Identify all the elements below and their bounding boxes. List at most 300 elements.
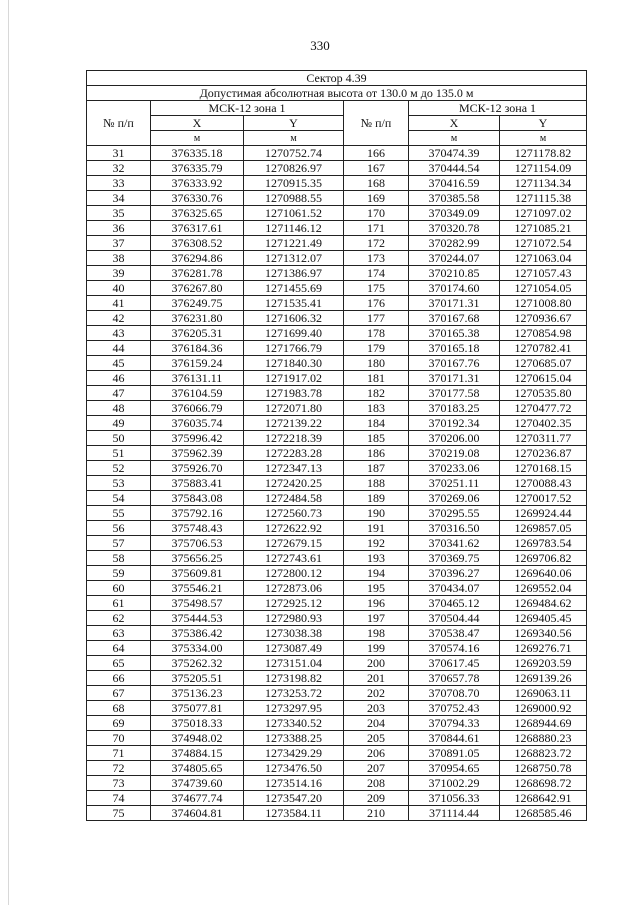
y-left: 1271146.12 — [244, 221, 344, 236]
y-left: 1273151.04 — [244, 656, 344, 671]
point-num-right: 201 — [344, 671, 409, 686]
point-num-left: 73 — [87, 776, 151, 791]
y-right: 1269640.06 — [500, 566, 587, 581]
table-row — [87, 686, 587, 701]
x-right: 370444.54 — [409, 161, 500, 176]
y-left: 1271840.30 — [244, 356, 344, 371]
x-left: 375136.23 — [151, 686, 244, 701]
x-right: 370167.68 — [409, 311, 500, 326]
y-left: 1271535.41 — [244, 296, 344, 311]
x-header-left: X — [151, 116, 244, 131]
table-row — [87, 221, 587, 236]
table-row — [87, 146, 587, 161]
y-right: 1270782.41 — [500, 341, 587, 356]
x-right: 370295.55 — [409, 506, 500, 521]
y-left: 1273388.25 — [244, 731, 344, 746]
x-left: 376325.65 — [151, 206, 244, 221]
unit-y-right: м — [500, 131, 587, 146]
point-num-left: 74 — [87, 791, 151, 806]
y-right: 1269405.45 — [500, 611, 587, 626]
y-left: 1271386.97 — [244, 266, 344, 281]
table-row — [87, 671, 587, 686]
y-left: 1273584.11 — [244, 806, 344, 821]
coord-system-left: МСК-12 зона 1 — [151, 101, 344, 116]
x-right: 370341.62 — [409, 536, 500, 551]
table-row — [87, 296, 587, 311]
x-left: 376335.18 — [151, 146, 244, 161]
y-left: 1272980.93 — [244, 611, 344, 626]
x-left: 375656.25 — [151, 551, 244, 566]
y-left: 1272560.73 — [244, 506, 344, 521]
table-row — [87, 326, 587, 341]
point-num-left: 54 — [87, 491, 151, 506]
x-right: 370434.07 — [409, 581, 500, 596]
table-row — [87, 371, 587, 386]
y-right: 1271008.80 — [500, 296, 587, 311]
x-left: 376104.59 — [151, 386, 244, 401]
point-num-right: 176 — [344, 296, 409, 311]
y-right: 1269000.92 — [500, 701, 587, 716]
y-right: 1269706.82 — [500, 551, 587, 566]
point-num-right: 209 — [344, 791, 409, 806]
x-right: 370174.60 — [409, 281, 500, 296]
y-left: 1272925.12 — [244, 596, 344, 611]
x-left: 376333.92 — [151, 176, 244, 191]
point-num-left: 61 — [87, 596, 151, 611]
table-row — [87, 401, 587, 416]
x-left: 376308.52 — [151, 236, 244, 251]
table-row — [87, 566, 587, 581]
point-num-left: 64 — [87, 641, 151, 656]
point-num-left: 32 — [87, 161, 151, 176]
point-num-right: 166 — [344, 146, 409, 161]
x-right: 370219.08 — [409, 446, 500, 461]
table-row — [87, 521, 587, 536]
y-left: 1270988.55 — [244, 191, 344, 206]
point-num-left: 39 — [87, 266, 151, 281]
y-left: 1273547.20 — [244, 791, 344, 806]
x-right: 370708.70 — [409, 686, 500, 701]
point-num-left: 37 — [87, 236, 151, 251]
point-num-right: 196 — [344, 596, 409, 611]
point-num-right: 197 — [344, 611, 409, 626]
x-right: 371114.44 — [409, 806, 500, 821]
x-right: 370171.31 — [409, 296, 500, 311]
table-row — [87, 206, 587, 221]
x-left: 375996.42 — [151, 431, 244, 446]
x-left: 375546.21 — [151, 581, 244, 596]
y-right: 1268585.46 — [500, 806, 587, 821]
point-num-right: 204 — [344, 716, 409, 731]
sector-title: Сектор 4.39 — [87, 71, 587, 86]
y-left: 1271606.32 — [244, 311, 344, 326]
y-right: 1270615.04 — [500, 371, 587, 386]
y-left: 1272622.92 — [244, 521, 344, 536]
table-row — [87, 806, 587, 821]
y-right: 1270236.87 — [500, 446, 587, 461]
y-left: 1272420.25 — [244, 476, 344, 491]
point-num-left: 69 — [87, 716, 151, 731]
point-num-right: 192 — [344, 536, 409, 551]
table-row — [87, 281, 587, 296]
point-num-right: 200 — [344, 656, 409, 671]
table-row — [87, 446, 587, 461]
x-right: 370416.59 — [409, 176, 500, 191]
table-row — [87, 656, 587, 671]
y-left: 1271699.40 — [244, 326, 344, 341]
point-num-right: 191 — [344, 521, 409, 536]
table-row — [87, 236, 587, 251]
y-left: 1272743.61 — [244, 551, 344, 566]
unit-y-left: м — [244, 131, 344, 146]
y-right: 1269063.11 — [500, 686, 587, 701]
x-left: 376267.80 — [151, 281, 244, 296]
x-left: 376294.86 — [151, 251, 244, 266]
y-left: 1272071.80 — [244, 401, 344, 416]
table-row — [87, 311, 587, 326]
point-num-right: 177 — [344, 311, 409, 326]
x-left: 376184.36 — [151, 341, 244, 356]
x-left: 375962.39 — [151, 446, 244, 461]
y-right: 1269276.71 — [500, 641, 587, 656]
point-num-right: 171 — [344, 221, 409, 236]
table-row — [87, 176, 587, 191]
coordinates-table — [86, 70, 587, 821]
y-left: 1272347.13 — [244, 461, 344, 476]
point-num-left: 67 — [87, 686, 151, 701]
point-num-left: 65 — [87, 656, 151, 671]
point-num-right: 199 — [344, 641, 409, 656]
y-left: 1273038.38 — [244, 626, 344, 641]
point-num-left: 53 — [87, 476, 151, 491]
point-num-right: 181 — [344, 371, 409, 386]
y-left: 1273340.52 — [244, 716, 344, 731]
x-header-right: X — [409, 116, 500, 131]
table-row — [87, 431, 587, 446]
unit-x-left: м — [151, 131, 244, 146]
x-right: 370396.27 — [409, 566, 500, 581]
x-right: 370165.38 — [409, 326, 500, 341]
point-num-right: 187 — [344, 461, 409, 476]
y-left: 1273297.95 — [244, 701, 344, 716]
table-row — [87, 266, 587, 281]
y-left: 1271766.79 — [244, 341, 344, 356]
x-left: 375706.53 — [151, 536, 244, 551]
x-left: 375077.81 — [151, 701, 244, 716]
point-num-left: 57 — [87, 536, 151, 551]
x-right: 370251.11 — [409, 476, 500, 491]
x-right: 370538.47 — [409, 626, 500, 641]
y-left: 1271455.69 — [244, 281, 344, 296]
x-left: 375018.33 — [151, 716, 244, 731]
point-num-left: 58 — [87, 551, 151, 566]
point-num-left: 31 — [87, 146, 151, 161]
point-num-left: 62 — [87, 611, 151, 626]
x-right: 370474.39 — [409, 146, 500, 161]
y-right: 1270854.98 — [500, 326, 587, 341]
x-right: 370206.00 — [409, 431, 500, 446]
point-num-left: 38 — [87, 251, 151, 266]
y-right: 1270936.67 — [500, 311, 587, 326]
x-left: 376330.76 — [151, 191, 244, 206]
y-right: 1270168.15 — [500, 461, 587, 476]
y-left: 1271983.78 — [244, 386, 344, 401]
y-right: 1269139.26 — [500, 671, 587, 686]
point-num-left: 47 — [87, 386, 151, 401]
y-right: 1271072.54 — [500, 236, 587, 251]
x-right: 370192.34 — [409, 416, 500, 431]
y-left: 1272283.28 — [244, 446, 344, 461]
point-num-left: 50 — [87, 431, 151, 446]
point-num-left: 34 — [87, 191, 151, 206]
y-right: 1271063.04 — [500, 251, 587, 266]
y-right: 1271085.21 — [500, 221, 587, 236]
y-left: 1270826.97 — [244, 161, 344, 176]
x-right: 370210.85 — [409, 266, 500, 281]
table-row — [87, 731, 587, 746]
point-num-right: 167 — [344, 161, 409, 176]
x-right: 370794.33 — [409, 716, 500, 731]
y-right: 1270088.43 — [500, 476, 587, 491]
point-num-left: 46 — [87, 371, 151, 386]
point-num-left: 36 — [87, 221, 151, 236]
unit-x-right: м — [409, 131, 500, 146]
x-right: 370369.75 — [409, 551, 500, 566]
point-num-left: 43 — [87, 326, 151, 341]
x-left: 376159.24 — [151, 356, 244, 371]
x-left: 375748.43 — [151, 521, 244, 536]
table-row — [87, 701, 587, 716]
x-right: 371056.33 — [409, 791, 500, 806]
x-right: 371002.29 — [409, 776, 500, 791]
y-left: 1272139.22 — [244, 416, 344, 431]
y-right: 1271134.34 — [500, 176, 587, 191]
y-right: 1269203.59 — [500, 656, 587, 671]
y-left: 1272484.58 — [244, 491, 344, 506]
coord-system-right: МСК-12 зона 1 — [409, 101, 587, 116]
x-left: 375262.32 — [151, 656, 244, 671]
y-right: 1268750.78 — [500, 761, 587, 776]
point-num-right: 172 — [344, 236, 409, 251]
y-left: 1272679.15 — [244, 536, 344, 551]
point-num-right: 198 — [344, 626, 409, 641]
point-num-right: 210 — [344, 806, 409, 821]
x-right: 370244.07 — [409, 251, 500, 266]
x-left: 376335.79 — [151, 161, 244, 176]
point-num-right: 178 — [344, 326, 409, 341]
point-num-right: 202 — [344, 686, 409, 701]
x-right: 370269.06 — [409, 491, 500, 506]
y-right: 1268823.72 — [500, 746, 587, 761]
y-right: 1268944.69 — [500, 716, 587, 731]
point-num-left: 55 — [87, 506, 151, 521]
point-num-right: 174 — [344, 266, 409, 281]
y-right: 1270402.35 — [500, 416, 587, 431]
table-row — [87, 461, 587, 476]
table-row — [87, 416, 587, 431]
height-range: Допустимая абсолютная высота от 130.0 м до 135.0 м — [87, 86, 587, 101]
table-row — [87, 536, 587, 551]
table-row — [87, 476, 587, 491]
point-num-left: 42 — [87, 311, 151, 326]
y-right: 1269924.44 — [500, 506, 587, 521]
point-num-left: 66 — [87, 671, 151, 686]
y-right: 1271115.38 — [500, 191, 587, 206]
point-num-right: 186 — [344, 446, 409, 461]
point-num-left: 35 — [87, 206, 151, 221]
y-right: 1271178.82 — [500, 146, 587, 161]
x-left: 374884.15 — [151, 746, 244, 761]
y-right: 1269340.56 — [500, 626, 587, 641]
table-row — [87, 611, 587, 626]
page-number: 330 — [310, 38, 330, 53]
y-left: 1272800.12 — [244, 566, 344, 581]
table-row — [87, 761, 587, 776]
point-num-left: 48 — [87, 401, 151, 416]
point-num-left: 45 — [87, 356, 151, 371]
point-num-left: 40 — [87, 281, 151, 296]
point-num-left: 68 — [87, 701, 151, 716]
x-right: 370574.16 — [409, 641, 500, 656]
table-row — [87, 341, 587, 356]
table-row — [87, 716, 587, 731]
point-num-right: 188 — [344, 476, 409, 491]
y-left: 1271312.07 — [244, 251, 344, 266]
table-body — [87, 146, 587, 821]
x-right: 370385.58 — [409, 191, 500, 206]
x-right: 370657.78 — [409, 671, 500, 686]
binding-edge-line — [8, 0, 9, 905]
x-right: 370891.05 — [409, 746, 500, 761]
y-right: 1270535.80 — [500, 386, 587, 401]
x-left: 374805.65 — [151, 761, 244, 776]
y-left: 1270915.35 — [244, 176, 344, 191]
point-num-left: 75 — [87, 806, 151, 821]
y-left: 1273514.16 — [244, 776, 344, 791]
y-left: 1271221.49 — [244, 236, 344, 251]
x-right: 370752.43 — [409, 701, 500, 716]
x-right: 370844.61 — [409, 731, 500, 746]
table-row — [87, 596, 587, 611]
x-left: 375883.41 — [151, 476, 244, 491]
x-left: 375926.70 — [151, 461, 244, 476]
y-right: 1268698.72 — [500, 776, 587, 791]
y-right: 1268880.23 — [500, 731, 587, 746]
point-num-left: 41 — [87, 296, 151, 311]
x-left: 376066.79 — [151, 401, 244, 416]
point-num-right: 185 — [344, 431, 409, 446]
point-num-right: 208 — [344, 776, 409, 791]
x-right: 370316.50 — [409, 521, 500, 536]
x-right: 370165.18 — [409, 341, 500, 356]
x-left: 376231.80 — [151, 311, 244, 326]
point-num-right: 194 — [344, 566, 409, 581]
y-right: 1271097.02 — [500, 206, 587, 221]
point-num-right: 179 — [344, 341, 409, 356]
point-num-right: 168 — [344, 176, 409, 191]
point-num-right: 184 — [344, 416, 409, 431]
y-header-right: Y — [500, 116, 587, 131]
y-right: 1269783.54 — [500, 536, 587, 551]
x-left: 376281.78 — [151, 266, 244, 281]
x-left: 375843.08 — [151, 491, 244, 506]
y-right: 1271054.05 — [500, 281, 587, 296]
y-right: 1270311.77 — [500, 431, 587, 446]
point-num-left: 59 — [87, 566, 151, 581]
x-right: 370320.78 — [409, 221, 500, 236]
y-left: 1271061.52 — [244, 206, 344, 221]
point-num-right: 195 — [344, 581, 409, 596]
x-left: 375498.57 — [151, 596, 244, 611]
x-right: 370233.06 — [409, 461, 500, 476]
x-right: 370954.65 — [409, 761, 500, 776]
x-left: 375205.51 — [151, 671, 244, 686]
y-left: 1273087.49 — [244, 641, 344, 656]
point-num-right: 175 — [344, 281, 409, 296]
table-row — [87, 356, 587, 371]
x-left: 376317.61 — [151, 221, 244, 236]
point-num-left: 70 — [87, 731, 151, 746]
table-row — [87, 641, 587, 656]
x-right: 370177.58 — [409, 386, 500, 401]
point-num-right: 190 — [344, 506, 409, 521]
y-right: 1270017.52 — [500, 491, 587, 506]
y-right: 1270477.72 — [500, 401, 587, 416]
point-num-right: 170 — [344, 206, 409, 221]
table-row — [87, 551, 587, 566]
point-num-right: 169 — [344, 191, 409, 206]
y-right: 1271154.09 — [500, 161, 587, 176]
table-row — [87, 791, 587, 806]
table-row — [87, 581, 587, 596]
point-num-left: 71 — [87, 746, 151, 761]
table-row — [87, 626, 587, 641]
y-header-left: Y — [244, 116, 344, 131]
x-left: 374677.74 — [151, 791, 244, 806]
point-num-right: 203 — [344, 701, 409, 716]
x-right: 370617.45 — [409, 656, 500, 671]
y-right: 1269857.05 — [500, 521, 587, 536]
table-row — [87, 161, 587, 176]
point-num-left: 72 — [87, 761, 151, 776]
x-right: 370171.31 — [409, 371, 500, 386]
x-left: 376205.31 — [151, 326, 244, 341]
point-num-right: 180 — [344, 356, 409, 371]
y-right: 1269484.62 — [500, 596, 587, 611]
y-right: 1270685.07 — [500, 356, 587, 371]
y-left: 1273476.50 — [244, 761, 344, 776]
point-num-left: 63 — [87, 626, 151, 641]
x-left: 376249.75 — [151, 296, 244, 311]
point-num-right: 205 — [344, 731, 409, 746]
x-left: 376035.74 — [151, 416, 244, 431]
point-num-right: 193 — [344, 551, 409, 566]
point-num-left: 49 — [87, 416, 151, 431]
x-left: 375792.16 — [151, 506, 244, 521]
x-right: 370183.25 — [409, 401, 500, 416]
y-left: 1272873.06 — [244, 581, 344, 596]
x-left: 376131.11 — [151, 371, 244, 386]
point-num-left: 52 — [87, 461, 151, 476]
table-row — [87, 506, 587, 521]
table-row — [87, 386, 587, 401]
x-right: 370282.99 — [409, 236, 500, 251]
x-left: 375334.00 — [151, 641, 244, 656]
table-row — [87, 251, 587, 266]
point-num-left: 44 — [87, 341, 151, 356]
table-row — [87, 191, 587, 206]
y-left: 1270752.74 — [244, 146, 344, 161]
